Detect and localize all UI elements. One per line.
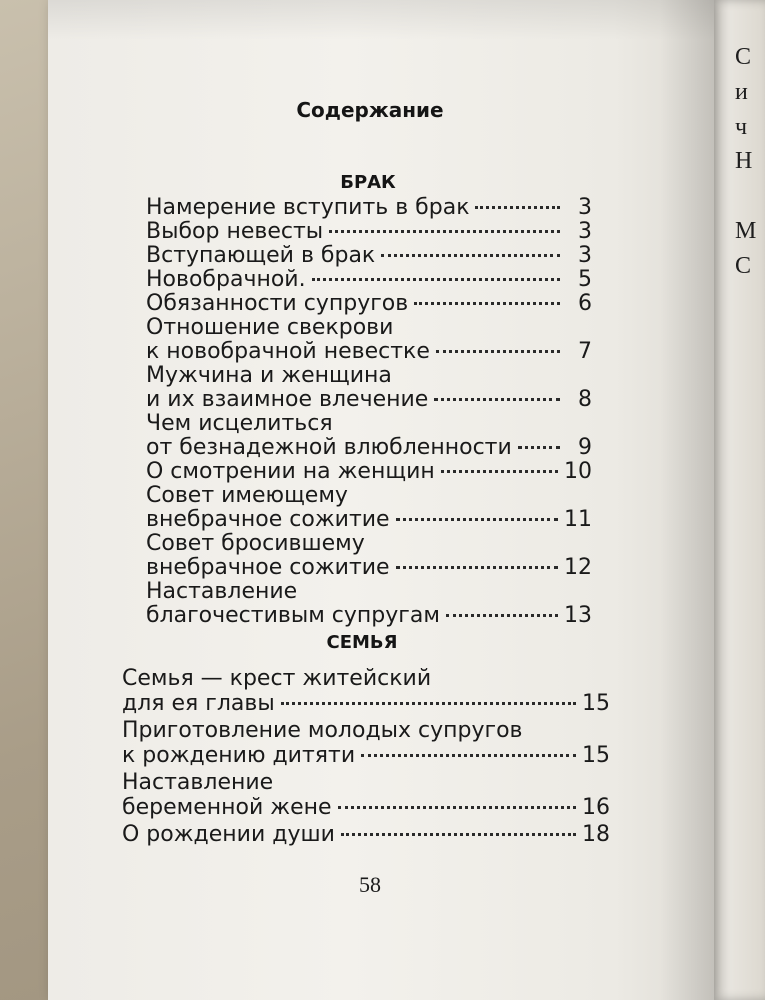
toc-entry[interactable] xyxy=(146,532,592,580)
toc-entry-title: Намерение вступить в брак xyxy=(146,195,470,220)
toc-entry-title: Семья — крест житейский xyxy=(122,666,432,691)
toc-entry[interactable] xyxy=(146,484,592,532)
toc-entry[interactable] xyxy=(146,196,592,220)
toc-entry-title: Приготовление молодых супругов xyxy=(122,718,523,743)
toc-entry-title-line2: от безнадежной влюбленности xyxy=(146,435,512,460)
toc-entry-title: Отношение свекрови xyxy=(146,315,394,340)
toc-entry-page: 3 xyxy=(578,195,592,220)
toc-entry-page: 16 xyxy=(582,795,610,820)
facing-page-letter xyxy=(735,179,755,214)
toc-entry[interactable] xyxy=(146,268,592,292)
facing-page-letter: Н xyxy=(735,148,753,175)
toc-entry-title: Мужчина и женщина xyxy=(146,363,392,388)
toc-leader-dots xyxy=(436,350,560,353)
toc-entry-title-line2: внебрачное сожитие xyxy=(146,507,390,532)
facing-page-letter: С xyxy=(735,44,752,70)
toc-leader-dots xyxy=(329,230,560,233)
toc-entry[interactable] xyxy=(146,364,592,412)
toc-entry-title: Наставление xyxy=(146,579,298,604)
page-shadow xyxy=(48,0,714,40)
gutter-shadow xyxy=(660,0,714,1000)
toc-entry-title-line2: к рождению дитяти xyxy=(122,743,356,768)
toc-leader-dots xyxy=(475,206,560,209)
toc-leader-dots xyxy=(434,398,560,401)
toc-entry-page: 6 xyxy=(578,291,592,316)
toc-leader-dots xyxy=(381,254,560,257)
toc-entry[interactable] xyxy=(146,292,592,316)
toc-entry[interactable] xyxy=(146,220,592,244)
toc-entry-title: Выбор невесты xyxy=(146,219,324,244)
toc-section-family xyxy=(122,666,610,847)
toc-entry-title-line2: и их взаимное влечение xyxy=(146,387,429,412)
toc-entry-page: 3 xyxy=(578,219,592,244)
toc-entry-page: 15 xyxy=(582,743,610,768)
facing-page-letter: ч xyxy=(735,113,748,140)
toc-entry[interactable] xyxy=(122,822,610,847)
toc-entry-page: 18 xyxy=(582,822,610,847)
toc-entry-title-line2: для ея главы xyxy=(122,691,275,716)
facing-page-text xyxy=(735,40,755,284)
toc-entry-page: 8 xyxy=(578,387,592,412)
toc-entry[interactable] xyxy=(122,770,610,820)
toc-leader-dots xyxy=(396,518,558,521)
toc-entry[interactable] xyxy=(146,412,592,460)
toc-entry-title: Наставление xyxy=(122,770,274,795)
toc-entry-page: 7 xyxy=(578,339,592,364)
toc-leader-dots xyxy=(396,566,558,569)
section-heading-family: СЕМЬЯ xyxy=(326,632,398,653)
toc-entry[interactable] xyxy=(146,580,592,628)
toc-entry[interactable] xyxy=(146,460,592,484)
toc-entry-title-line2: беременной жене xyxy=(122,795,332,820)
toc-leader-dots xyxy=(281,702,576,705)
toc-entry[interactable] xyxy=(146,244,592,268)
facing-page-letter: и xyxy=(735,78,748,105)
toc-entry-page: 3 xyxy=(578,243,592,268)
toc-section-marriage xyxy=(146,196,592,628)
facing-page-letter: М xyxy=(735,217,757,244)
toc-entry[interactable] xyxy=(122,666,610,716)
toc-leader-dots xyxy=(312,278,560,281)
toc-entry[interactable] xyxy=(146,316,592,364)
toc-leader-dots xyxy=(518,446,560,449)
toc-entry-title: Совет имеющему xyxy=(146,483,348,508)
toc-entry-page: 11 xyxy=(564,507,592,532)
toc-entry-title-line2: к новобрачной невестке xyxy=(146,339,430,364)
toc-entry-page: 5 xyxy=(578,267,592,292)
toc-leader-dots xyxy=(414,302,560,305)
toc-entry-page: 9 xyxy=(578,435,592,460)
toc-entry[interactable] xyxy=(122,718,610,768)
toc-entry-title-line2: внебрачное сожитие xyxy=(146,555,390,580)
toc-entry-page: 13 xyxy=(564,603,592,628)
facing-page-letter: С xyxy=(735,252,752,279)
toc-entry-title: Чем исцелиться xyxy=(146,411,333,436)
toc-leader-dots xyxy=(446,614,558,617)
section-heading-marriage: БРАК xyxy=(340,172,396,193)
toc-entry-title: Вступающей в брак xyxy=(146,243,376,268)
toc-entry-title: О смотрении на женщин xyxy=(146,459,435,484)
page-title: Содержание xyxy=(296,98,444,122)
toc-entry-title: Совет бросившему xyxy=(146,531,365,556)
page-number: 58 xyxy=(359,872,381,897)
toc-entry-title: О рождении души xyxy=(122,822,335,847)
toc-leader-dots xyxy=(341,833,576,836)
toc-leader-dots xyxy=(361,754,576,757)
toc-leader-dots xyxy=(338,806,576,809)
toc-entry-title: Новобрачной. xyxy=(146,267,306,292)
toc-entry-title: Обязанности супругов xyxy=(146,291,409,316)
toc-entry-page: 15 xyxy=(582,691,610,716)
toc-entry-title-line2: благочестивым супругам xyxy=(146,603,440,628)
toc-entry-page: 10 xyxy=(564,459,592,484)
toc-entry-page: 12 xyxy=(564,555,592,580)
toc-leader-dots xyxy=(441,470,558,473)
